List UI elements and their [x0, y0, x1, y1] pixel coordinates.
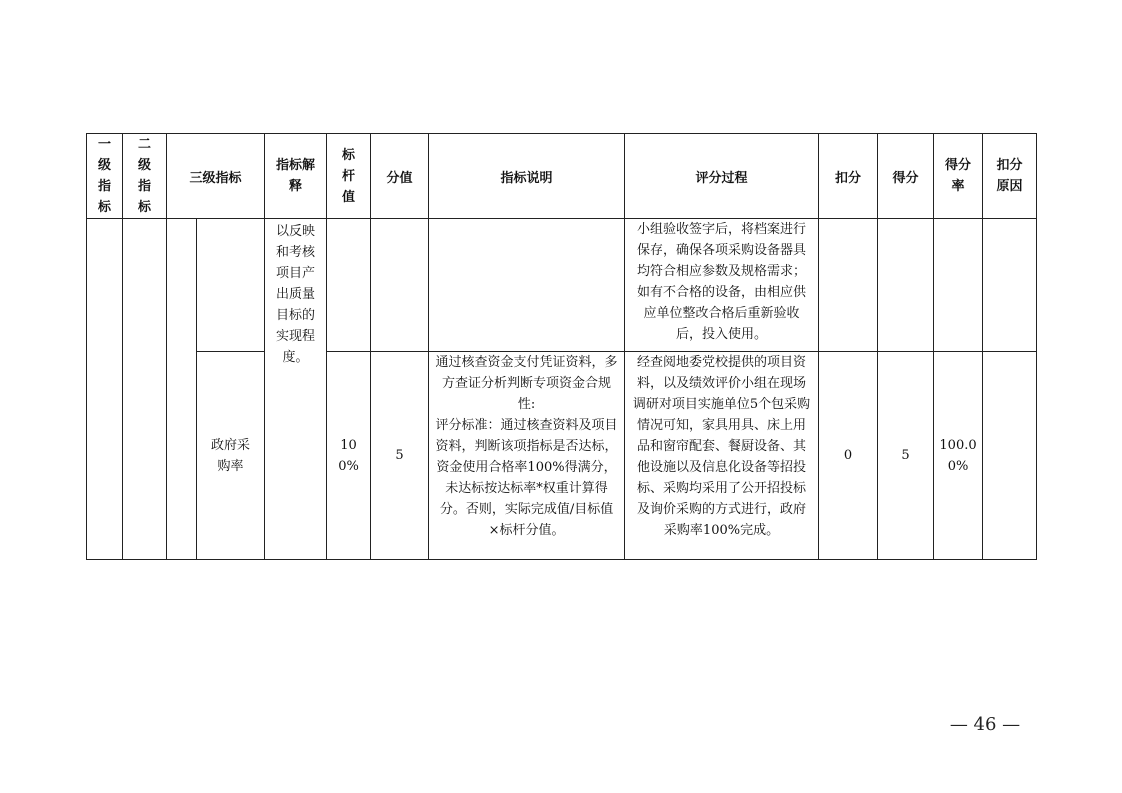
- deduction-cell: [819, 219, 878, 352]
- header-row: [87, 134, 1037, 219]
- score-value-cell: [371, 219, 429, 352]
- level3-group-cell: [167, 219, 197, 560]
- header-rate: 得分率: [934, 134, 983, 219]
- header-level1: 一级指标: [87, 134, 123, 219]
- header-level3: 三级指标: [167, 134, 265, 219]
- description-cell: 通过核查资金支付凭证资料，多方查证分析判断专项资金合规性: 评分标准：通过核查资料及项目资料，判断该项指标是否达标，资金使用合格率100%得满分，未达标按达标率*权重计算得分。否则，实际完成值/目标值×标杆分值。: [429, 352, 625, 560]
- table-row: [87, 352, 1037, 560]
- level3-name-cell: 政府采购率: [197, 352, 265, 560]
- header-level2: 二级指标: [123, 134, 167, 219]
- process-cell: 小组验收签字后，将档案进行保存，确保各项采购设备器具均符合相应参数及规格需求；如有不合格的设备，由相应供应单位整改合格后重新验收后，投入使用。: [625, 219, 819, 352]
- evaluation-table: [86, 133, 1037, 560]
- page-number: — 46 —: [949, 714, 1021, 735]
- reason-cell: [983, 352, 1037, 560]
- header-description: 指标说明: [429, 134, 625, 219]
- header-score-value: 分值: [371, 134, 429, 219]
- header-explanation: 指标解释: [265, 134, 327, 219]
- header-benchmark: 标杆值: [327, 134, 371, 219]
- header-reason: 扣分原因: [983, 134, 1037, 219]
- level1-cell: [87, 219, 123, 560]
- deduction-cell: 0: [819, 352, 878, 560]
- benchmark-cell: [327, 219, 371, 352]
- process-cell: 经查阅地委党校提供的项目资料，以及绩效评价小组在现场调研对项目实施单位5个包采购情况可知，家具用具、床上用品和窗帘配套、餐厨设备、其他设施以及信息化设备等招投标、采购均采用了公开招投标及询价采购的方式进行，政府采购率100%完成。: [625, 352, 819, 560]
- header-deduction: 扣分: [819, 134, 878, 219]
- header-process: 评分过程: [625, 134, 819, 219]
- score-value-cell: 5: [371, 352, 429, 560]
- reason-cell: [983, 219, 1037, 352]
- benchmark-cell: 100%: [327, 352, 371, 560]
- table-row: [87, 219, 1037, 352]
- rate-cell: [934, 219, 983, 352]
- description-cell: [429, 219, 625, 352]
- level3-name-cell: [197, 219, 265, 352]
- score-cell: [878, 219, 934, 352]
- explanation-cell: 以反映和考核项目产出质量目标的实现程度。: [265, 219, 327, 560]
- level2-cell: [123, 219, 167, 560]
- score-cell: 5: [878, 352, 934, 560]
- header-score: 得分: [878, 134, 934, 219]
- rate-cell: 100.00%: [934, 352, 983, 560]
